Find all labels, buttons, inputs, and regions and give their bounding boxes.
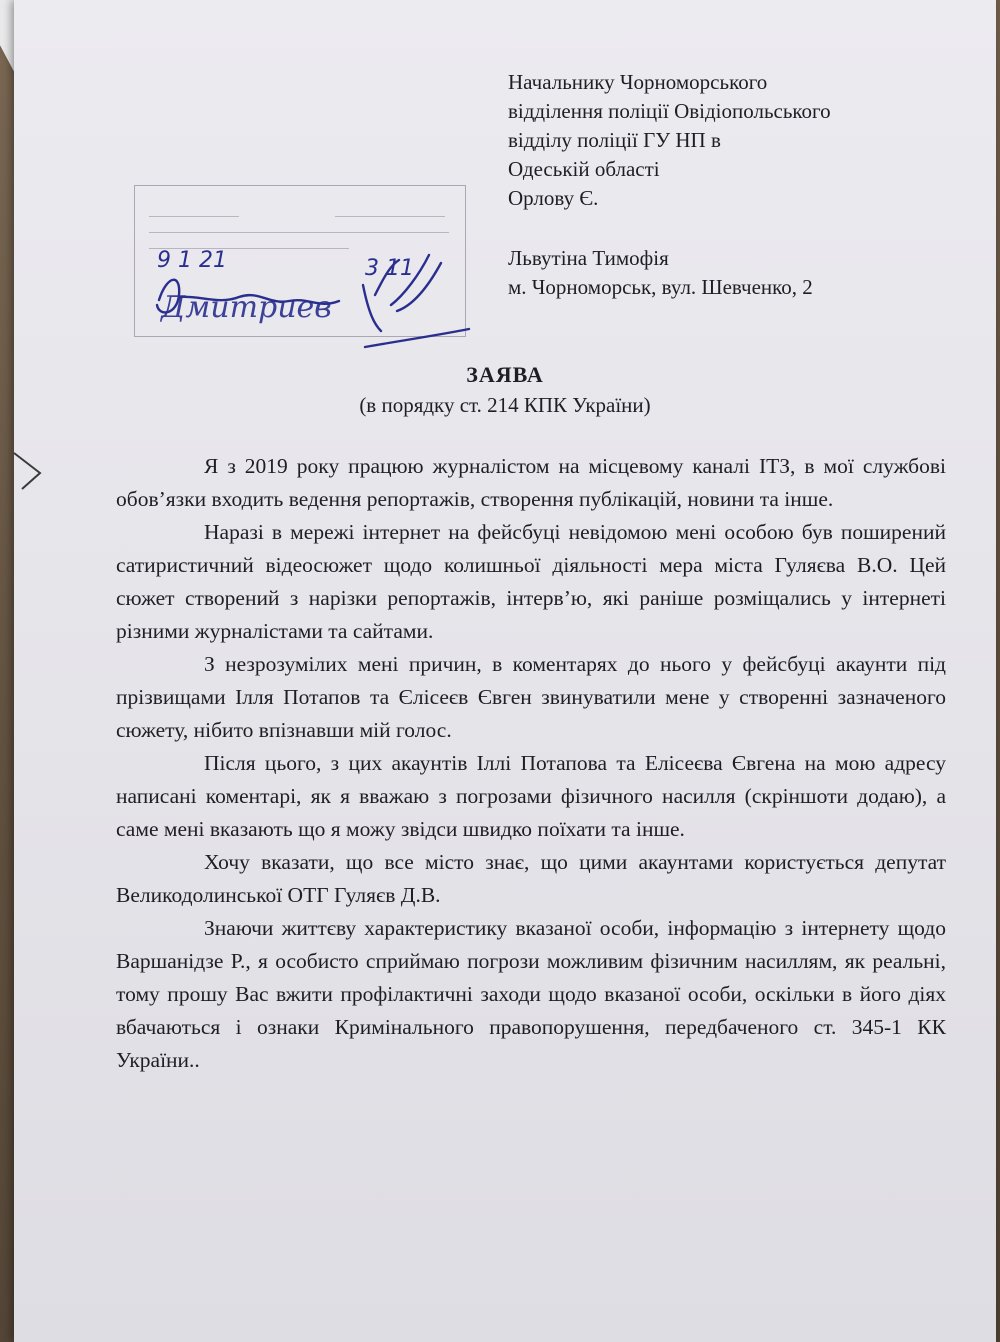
body-paragraph: Наразі в мережі інтернет на фейсбуці невідомою мені особою був поширений сатиристичний відеосюжет щодо колишньої діяльності мера міста Гуляєва В.О. Цей сюжет створений з нарізки репортажів, інтерв’ю, які раніше розміщались у інтернеті різними журналістами та сайтами. bbox=[116, 520, 946, 643]
sender-address: м. Чорноморськ, вул. Шевченко, 2 bbox=[508, 275, 813, 299]
document-subtitle: (в порядку ст. 214 КПК України) bbox=[359, 393, 651, 417]
handwritten-signature-name: Дмитриев bbox=[161, 290, 332, 325]
addressee-block bbox=[508, 68, 948, 213]
handwritten-registration bbox=[129, 235, 529, 365]
body-paragraph: Знаючи життєву характеристику вказаної особи, інформацію з інтернету щодо Варшанідзе Р., я особисто сприймаю погрози можливим фізичним насиллям, як реальні, тому прошу Вас вжити профілактичні заходи щодо вказаної особи, оскільки в його діях вбачаються і ознаки Кримінального правопорушення, передбаченого ст. 345-1 КК України.. bbox=[116, 916, 946, 1072]
addressee-line: Начальнику Чорноморського bbox=[508, 70, 768, 94]
body-paragraph: Я з 2019 року працюю журналістом на місцевому каналі ІТЗ, в мої службові обов’язки входить ведення репортажів, створення публікацій, новини та інше. bbox=[116, 454, 946, 511]
sender-name: Львутіна Тимофія bbox=[508, 246, 669, 270]
addressee-line: Одеській області bbox=[508, 157, 660, 181]
document-body bbox=[116, 450, 946, 1077]
addressee-line: Орлову Є. bbox=[508, 186, 599, 210]
body-paragraph: Після цього, з цих акаунтів Іллі Потапова та Елісеєва Євгена на мою адресу написані коментарі, як я вважаю з погрозами фізичного насилля (скріншоти додаю), а саме мені вказають що я можу звідси швидко поїхати та інше. bbox=[116, 751, 946, 841]
handwritten-number: 3 11 bbox=[365, 256, 414, 281]
addressee-line: відділення поліції Овідіопольського bbox=[508, 99, 831, 123]
document-page bbox=[14, 0, 996, 1342]
addressee-line: відділу поліції ГУ НП в bbox=[508, 128, 721, 152]
body-paragraph: З незрозумілих мені причин, в коментарях до нього у фейсбуці акаунти під прізвищами Ілля Потапов та Єлісеєв Євген звинуватили мене у створенні зазначеного сюжету, нібито впізнавши мій голос. bbox=[116, 652, 946, 742]
body-paragraph: Хочу вказати, що все місто знає, що цими акаунтами користується депутат Великодолинської ОТГ Гуляєв Д.В. bbox=[116, 850, 946, 907]
sender-block bbox=[508, 244, 948, 302]
document-title: ЗАЯВА bbox=[466, 362, 544, 387]
pencil-mark-icon bbox=[12, 445, 52, 495]
handwritten-date: 9 1 21 bbox=[157, 248, 227, 273]
